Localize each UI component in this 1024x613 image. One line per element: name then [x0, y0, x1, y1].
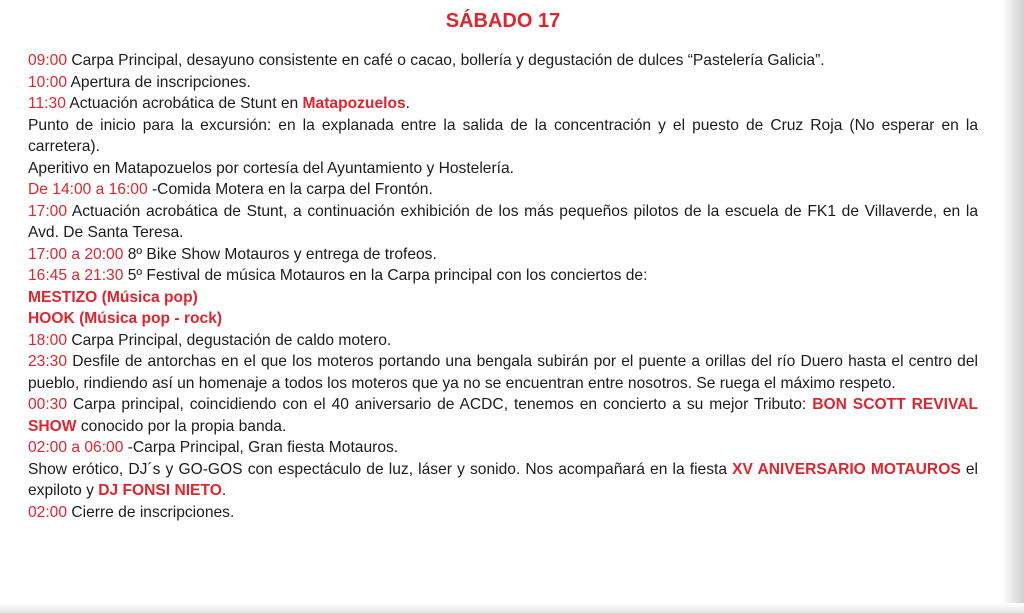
page-title: SÁBADO 17 — [445, 10, 561, 32]
schedule-item-1000 — [28, 72, 978, 94]
band-hook: HOOK (Música pop - rock) — [28, 310, 223, 327]
time-label: 17:00 a 20:00 — [28, 245, 124, 263]
schedule-item-1700-bikeshow — [28, 244, 978, 266]
aperitivo-info: Aperitivo en Matapozuelos por cortesía del Ayuntamiento y Hostelería. — [28, 159, 514, 177]
schedule-item-0900 — [28, 50, 978, 72]
time-label: 00:30 — [28, 396, 68, 413]
show-info — [28, 459, 978, 502]
program-page — [28, 6, 978, 523]
item-text-end: . — [221, 482, 227, 499]
item-text-end: conocido por la propia banda. — [76, 417, 287, 435]
item-text: 8º Bike Show Motauros y entrega de trofeos. — [123, 245, 437, 263]
schedule-item-0030 — [28, 394, 978, 437]
item-text: Cierre de inscripciones. — [67, 503, 235, 521]
time-label: 02:00 a 06:00 — [28, 439, 124, 456]
time-label: 23:30 — [28, 353, 68, 370]
time-label: 18:00 — [28, 331, 68, 349]
item-text: Actuación acrobática de Stunt en — [65, 95, 303, 112]
schedule-item-2330 — [28, 351, 978, 394]
highlight-matapozuelos: Matapozuelos — [302, 95, 406, 112]
time-label: 17:00 — [28, 202, 68, 220]
item-text: Actuación acrobática de Stunt, a continuación exhibición de los más pequeños pilotos de la escuela de FK1 de Villaverde, en la Avd. De Santa Teresa. — [28, 202, 978, 241]
item-text: Show erótico, DJ´s y GO-GOS con espectáculo de luz, láser y sonido. Nos acompañará en la fiesta — [28, 460, 733, 478]
schedule-item-0200-cierre — [28, 502, 978, 524]
band-mestizo: MESTIZO (Música pop) — [28, 288, 198, 306]
item-text: Carpa Principal, degustación de caldo motero. — [67, 331, 392, 349]
time-label: 16:45 a 21:30 — [28, 267, 124, 284]
schedule-item-1700-stunt — [28, 201, 978, 244]
time-label: 10:00 — [28, 73, 68, 91]
item-text: Desfile de antorchas en el que los moteros portando una bengala subirán por el puente a orillas del río Duero hasta el centro del pueblo, rindiendo así un homenaje a todos los moteros que ya no se encuentran entre nosotros. Se ruega el máximo respeto. — [28, 353, 978, 392]
schedule-item-0200-fiesta — [28, 437, 978, 459]
time-label: 09:00 — [28, 52, 68, 69]
schedule-item-1130 — [28, 93, 978, 115]
page-bottom-shadow — [0, 603, 1024, 613]
page-edge-shadow — [1002, 0, 1024, 613]
time-label: 11:30 — [28, 95, 66, 112]
highlight-bon-scott: BON SCOTT REVIVAL SHOW — [28, 396, 979, 435]
item-text-end: . — [405, 95, 410, 112]
schedule-item-1800 — [28, 330, 978, 352]
schedule-item-1400 — [28, 179, 978, 201]
item-text-mid: el expiloto y — [28, 460, 978, 499]
schedule-item-1645-festival — [28, 265, 978, 287]
item-text: 5º Festival de música Motauros en la Carpa principal con los conciertos de: — [123, 267, 648, 284]
item-text: -Comida Motera en la carpa del Frontón. — [147, 181, 433, 198]
time-label: De 14:00 a 16:00 — [28, 181, 148, 198]
highlight-aniversario: XV ANIVERSARIO MOTAUROS — [732, 460, 961, 478]
item-text: Carpa Principal, desayuno consistente en café o cacao, bollería y degustación de dulces “Pastelería Galicia”. — [67, 52, 825, 69]
item-text: Apertura de inscripciones. — [67, 73, 251, 91]
time-label: 02:00 — [28, 503, 68, 521]
highlight-dj: DJ FONSI NIETO — [98, 482, 222, 499]
excursion-info: Punto de inicio para la excursión: en la explanada entre la salida de la concentración y el puesto de Cruz Roja (No esperar en la carretera). — [28, 116, 978, 155]
item-text: -Carpa Principal, Gran fiesta Motauros. — [123, 439, 399, 456]
item-text: Carpa principal, coincidiendo con el 40 aniversario de ACDC, tenemos en concierto a su mejor Tributo: — [67, 396, 813, 413]
